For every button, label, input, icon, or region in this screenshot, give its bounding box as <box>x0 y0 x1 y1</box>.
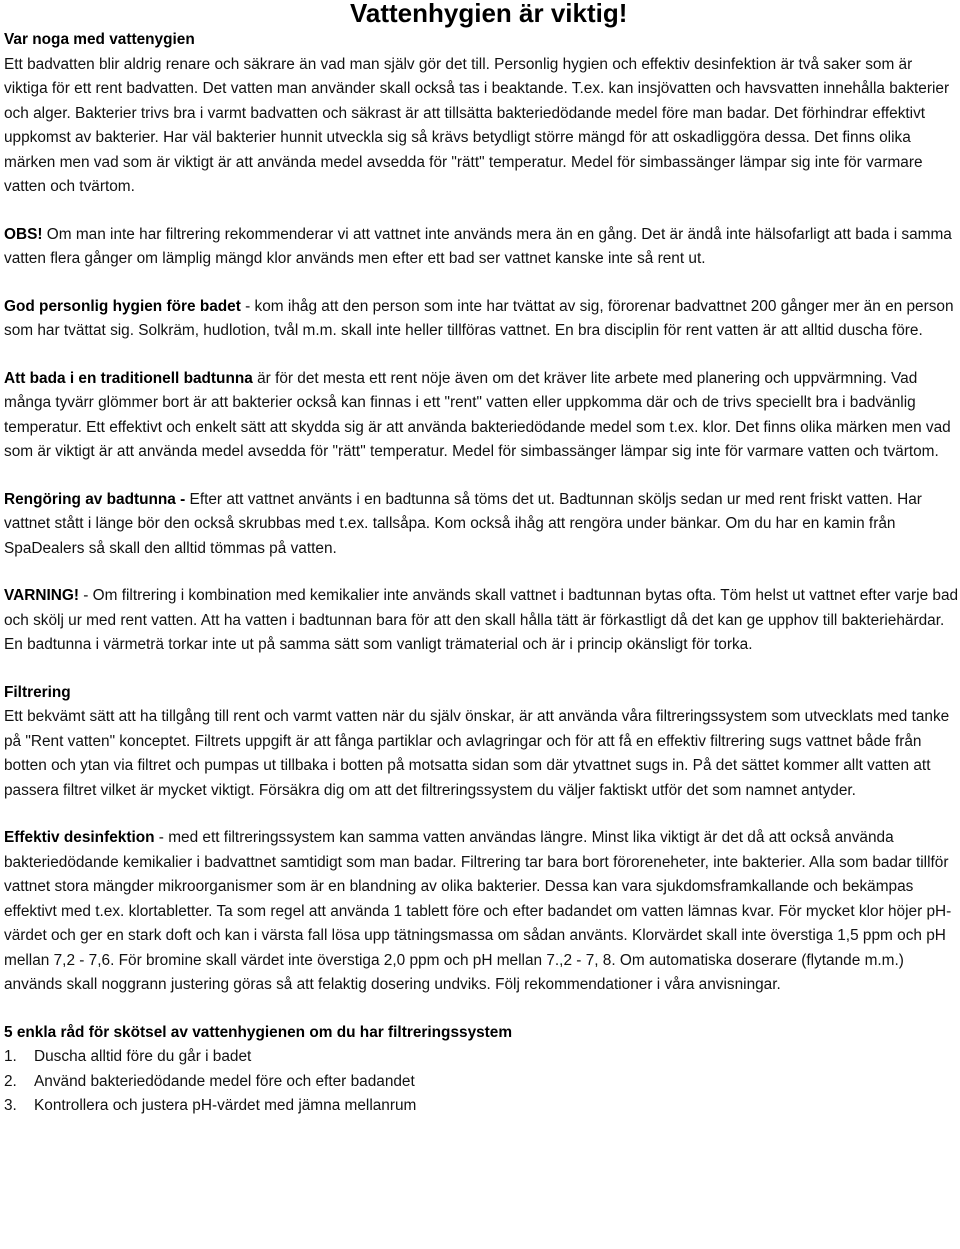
filtration-heading: Filtrering <box>4 683 71 701</box>
tub-lead: Att bada i en traditionell badtunna <box>4 369 253 387</box>
disinfection-section <box>4 826 959 998</box>
tub-text: är för det mesta ett rent nöje även om det kräver lite arbete med planering och uppvärmning. Vad många tyvärr glömmer bort är att bakterier också kan finnas i ett "rent" vatten eller uppkomma där och de trivs speciellt bra i badvänlig temperatur. Ett effektivt och enkelt sätt att skydda sig är att använda bakteriedödande medel som t.ex. klor. Det finns olika märken men vad som är viktigt är att använda medel avsedda för "rätt" temperatur. Medel för simbassänger lämpar sig inte för varmare vatten och tvärtom. <box>4 369 951 460</box>
list-item <box>4 1045 959 1070</box>
hygiene-section <box>4 295 959 344</box>
list-item-number: 1. <box>4 1048 17 1065</box>
cleaning-lead: Rengöring av badtunna - <box>4 490 186 508</box>
intro-heading: Var noga med vattenygien <box>4 31 195 48</box>
list-item <box>4 1094 959 1119</box>
list-item-text: Använd bakteriedödande medel före och efter badandet <box>34 1072 415 1090</box>
disinfection-lead: Effektiv desinfektion <box>4 829 155 846</box>
tub-section <box>4 367 959 465</box>
list-item-text: Duscha alltid före du går i badet <box>34 1048 252 1065</box>
cleaning-text: Efter att vattnet använts i en badtunna så töms det ut. Badtunnan sköljs sedan ur med rent friskt vatten. Har vattnet stått i länge bör den också skrubbas med t.ex. tallsåpa. Kom också ihåg att rengöra under bänkar. Om du har en kamin från SpaDealers så skall den alltid tömmas på vatten. <box>4 490 922 557</box>
obs-lead: OBS! <box>4 225 43 243</box>
intro-text: Ett badvatten blir aldrig renare och säkrare än vad man själv gör det till. Personlig hygien och effektiv desinfektion är två saker som är viktiga för ett rent badvatten. Det vatten man använder skall också tas i beaktande. T.ex. kan insjövatten och havsvatten innehålla bakterier och alger. Bakterier trivs bra i varmt badvatten och säkrast är att tillsätta bakteriedödande medel före man badar. Det förhindrar effektivt uppkomst av bakterier. Har väl bakterier hunnit utveckla sig så krävs betydligt större mängd för att oskadliggöra dessa. Det finns olika märken men vad som är viktigt är att använda medel avsedda för "rätt" temperatur. Medel för simbassänger lämpar sig inte för varmare vatten och tvärtom. <box>4 55 950 195</box>
cleaning-section <box>4 488 959 562</box>
list-item <box>4 1070 959 1095</box>
hygiene-text: - kom ihåg att den person som inte har tvättat av sig, förorenar badvattnet 200 gånger mer än en person som har tvättat sig. Solkräm, hudlotion, tvål m.m. skall inte heller tillföras vattnet. En bra disciplin för rent vatten är att alltid duscha före. <box>4 297 954 339</box>
disinfection-text: - med ett filtreringssystem kan samma vatten användas längre. Minst lika viktigt är det då att också använda bakteriedödande kemikalier i badvattnet samtidigt som man badar. Filtrering tar bara bort föroreneheter, inte bakterier. Alla som badar tillför vattnet stora mängder mikroorganismer som är en blandning av olika bakterier. Dessa kan vara sjukdomsframkallande och bekämpas effektivt med t.ex. klortabletter. Ta som regel att använda 1 tablett före och efter badandet om vatten lämnas kvar. För mycket klor höjer pH-värdet och ger en stark doft och kan i värsta fall lösa upp tätningsmassa om sådan använts. Klorvärdet skall inte överstiga 1,5 ppm och pH mellan 7,2 - 7,6. För bromine skall värdet inte överstiga 2,0 ppm och pH mellan 7.,2 - 7, 8. Om automatiska doserare (flytande m.m.) används skall noggrann justering göras så att felaktig dosering undviks. Följ rekommendationer i våra anvisningar. <box>4 829 952 993</box>
tips-section <box>4 1021 959 1119</box>
warning-text: - Om filtrering i kombination med kemikalier inte används skall vattnet i badtunnan bytas ofta. Töm helst ut vattnet efter varje bad och skölj ur med rent vatten. Att ha vatten i badtunnan bara för att den skall hålla tätt är förkastligt då det kan ge upphov till bakteriehärdar. En badtunna i värmeträ torkar inte ut på samma sätt som vanligt trämaterial och är i princip okänsligt för torka. <box>4 587 959 653</box>
list-item-text: Kontrollera och justera pH-värdet med jämna mellanrum <box>34 1097 417 1114</box>
warning-lead: VARNING! <box>4 587 79 604</box>
list-item-number: 3. <box>4 1097 17 1114</box>
filtration-section <box>4 681 959 804</box>
hygiene-lead: God personlig hygien före badet <box>4 297 241 315</box>
filtration-text: Ett bekvämt sätt att ha tillgång till rent och varmt vatten när du själv önskar, är att använda våra filtreringssystem som utvecklats med tanke på "Rent vatten" konceptet. Filtrets uppgift är att fånga partiklar och avlagringar och för att få en effektiv filtrering sugs vattnet både från botten och ytan via filtret och pumpas ut tillbaka i botten på motsatta sidan som där ytvattnet sugs in. På det sättet kommer allt vatten att passera filtret vilket är mycket viktigt. Försäkra dig om att det filtreringssystem du väljer faktiskt utför det som namnet antyder. <box>4 708 950 799</box>
list-item-number: 2. <box>4 1072 17 1090</box>
tips-heading: 5 enkla råd för skötsel av vattenhygienen om du har filtreringssystem <box>4 1023 513 1041</box>
tips-list <box>4 1045 959 1119</box>
page-title: Vattenhygien är viktig! <box>350 0 628 28</box>
obs-section <box>4 223 959 272</box>
document-body <box>4 28 959 1142</box>
obs-text: Om man inte har filtrering rekommenderar vi att vattnet inte används mera än en gång. Det är ändå inte hälsofarligt att bada i samma vatten flera gånger om lämplig mängd klor används men efter ett bad ser vattnet kanske inte så rent ut. <box>4 225 952 267</box>
warning-section <box>4 584 959 658</box>
intro-section <box>4 28 959 200</box>
